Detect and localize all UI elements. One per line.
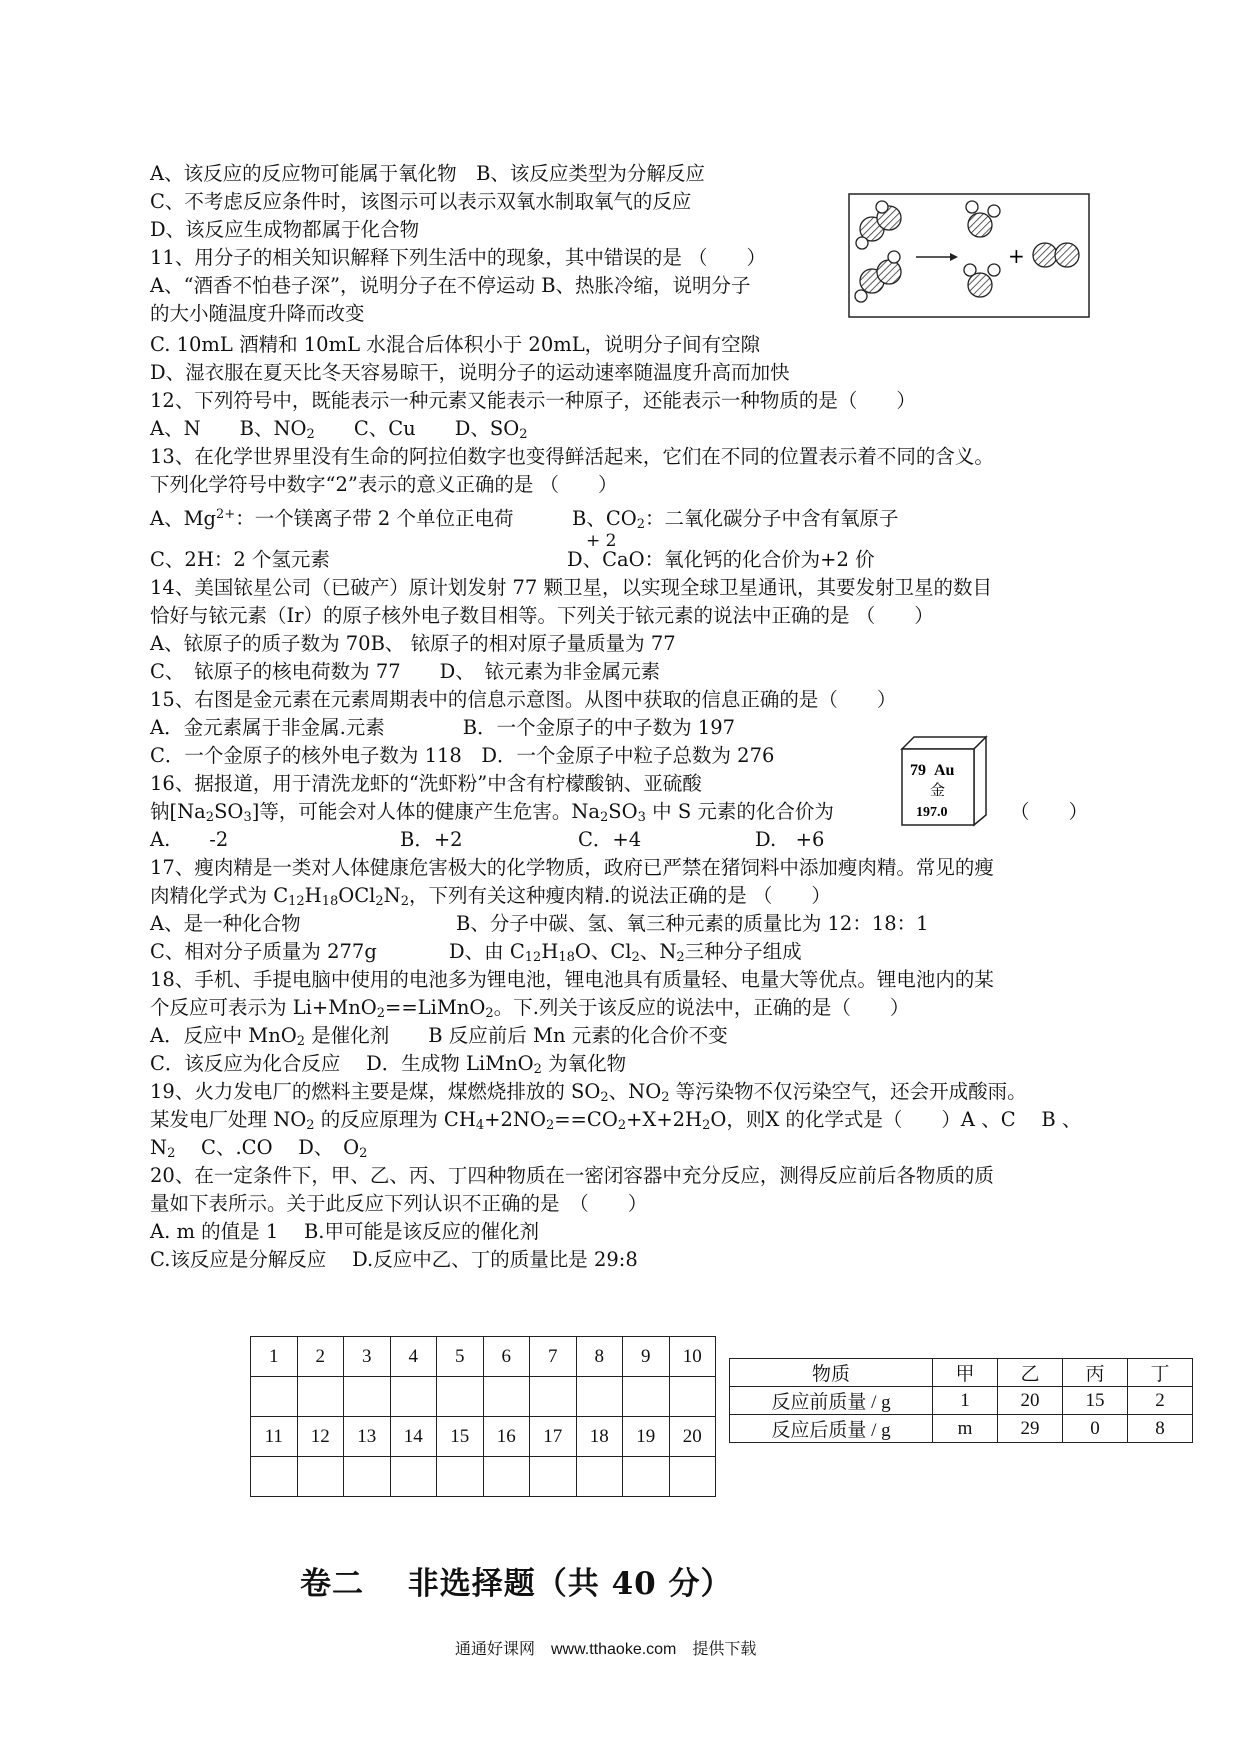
q16-stem: 16、据报道，用于清洗龙虾的“洗虾粉”中含有柠檬酸钠、亚硫酸 [150,772,702,795]
q14-stem: 14、美国铱星公司（已破产）原计划发射 77 颗卫星，以实现全球卫星通讯，其要发射卫星的数目 [150,576,993,599]
answer-grid-number: 19 [623,1417,670,1457]
q20-stem-cont: 量如下表所示。关于此反应下列认识不正确的是 （ ） [150,1192,648,1215]
q14-stem-cont: 恰好与铱元素（Ir）的原子核外电子数目相等。下列关于铱元素的说法中正确的是 （ ） [150,604,934,627]
answer-grid-number: 14 [390,1417,437,1457]
answer-grid-number: 3 [344,1337,391,1377]
q11-stem: 11、用分子的相关知识解释下列生活中的现象，其中错误的是 （ ） [150,246,767,269]
answer-grid-blank-cell [437,1457,484,1497]
answer-grid-blank-cell [483,1457,530,1497]
valence-mark: + 2 [586,531,617,551]
answer-grid-number: 9 [623,1337,670,1377]
answer-grid-number: 4 [390,1337,437,1377]
q15-option-ab: A．金元素属于非金属.元素 B．一个金原子的中子数为 197 [150,716,736,739]
q16-option-d: D. +6 [755,828,825,851]
q16-option-a: A. -2 [150,828,229,851]
q17-option-a: A、是一种化合物 [150,912,301,935]
answer-grid-blank-cell [297,1377,344,1417]
mass-table-cell: m [933,1415,998,1443]
answer-grid-blank-cell [623,1457,670,1497]
mass-table-cell: 20 [998,1387,1063,1415]
mass-table-cell: 反应前质量 / g [730,1387,933,1415]
answer-grid-number: 5 [437,1337,484,1377]
q19-stem: 19、火力发电厂的燃料主要是煤，煤燃烧排放的 $SO_2$、$NO_2$ 等污染物不仅污染空气，还会开成酸雨。 [150,1080,1027,1105]
element-card-gold [900,735,988,827]
answer-grid-blank-cell [530,1377,577,1417]
q10-option-ab: A、该反应的反应物可能属于氧化物 B、该反应类型为分解反应 [150,162,705,185]
q14-option-cd: C、 铱原子的核电荷数为 77 D、 铱元素为非金属元素 [150,660,661,683]
q16-option-c: C．+4 [578,828,642,851]
q12-options: A、N B、$NO_2$ C、Cu D、$SO_2$ [150,417,528,442]
mass-table-cell: 0 [1063,1415,1128,1443]
answer-grid-blank-cell [390,1377,437,1417]
q17-option-c: C、相对分子质量为 277g [150,940,377,963]
answer-grid-blank-row-2 [251,1457,716,1497]
answer-grid-number: 15 [437,1417,484,1457]
answer-grid-blank-cell [437,1377,484,1417]
answer-grid-header-row-1 [251,1337,716,1377]
q20-option-cd: C.该反应是分解反应 D.反应中乙、丁的质量比是 29:8 [150,1248,638,1271]
answer-grid-number: 7 [530,1337,577,1377]
q17-option-d: D、由 $C_{12}H_{18}O$、$Cl_2$、$N_2$三种分子组成 [449,940,802,965]
plus-sign: + [1008,244,1025,268]
answer-grid-number: 6 [483,1337,530,1377]
mass-table-cell: 15 [1063,1387,1128,1415]
element-symbol: Au [934,762,955,779]
q15-stem: 15、右图是金元素在元素周期表中的信息示意图。从图中获取的信息正确的是（ ） [150,688,897,711]
answer-grid-blank-cell [576,1377,623,1417]
answer-grid-number: 12 [297,1417,344,1457]
q13-option-d: D、CaO：氧化钙的化合价为+2 价 [567,548,875,571]
q11-option-c: C. 10mL 酒精和 10mL 水混合后体积小于 20mL，说明分子间有空隙 [150,333,761,356]
answer-grid-number: 1 [251,1337,298,1377]
mass-table-cell: 2 [1128,1387,1193,1415]
answer-grid-number: 18 [576,1417,623,1457]
mass-table-cell: 29 [998,1415,1063,1443]
q10-option-c: C、不考虑反应条件时，该图示可以表示双氧水制取氧气的反应 [150,190,692,213]
mass-table-header-cell: 乙 [998,1359,1063,1387]
answer-grid-blank-cell [344,1377,391,1417]
q13-stem: 13、在化学世界里没有生命的阿拉伯数字也变得鲜活起来，它们在不同的位置表示着不同的含义。 [150,445,994,468]
mass-table-row [730,1387,1193,1415]
q13-option-c: C、2H：2 个氢元素 [150,548,330,571]
mass-table-header-cell: 物质 [730,1359,933,1387]
answer-grid-number: 2 [297,1337,344,1377]
answer-grid-number: 16 [483,1417,530,1457]
answer-grid-header-row-2 [251,1417,716,1457]
answer-grid-blank-cell [623,1377,670,1417]
answer-grid-blank-cell [576,1457,623,1497]
q17-stem: 17、瘦肉精是一类对人体健康危害极大的化学物质，政府已严禁在猪饲料中添加瘦肉精。常见的瘦 [150,856,994,879]
reaction-diagram [848,193,1090,318]
answer-grid-blank-row-1 [251,1377,716,1417]
q17-option-b: B、分子中碳、氢、氧三种元素的质量比为 12：18：1 [456,912,929,935]
q16-option-b: B．+2 [400,828,463,851]
answer-grid-blank-cell [483,1377,530,1417]
mass-table-row [730,1415,1193,1443]
section-title: 卷二 非选择题（共 40 分） [300,1566,733,1602]
q18-option-ab: A．反应中 MnO$_2$ 是催化剂 B 反应前后 Mn 元素的化合价不变 [150,1024,728,1049]
answer-grid-blank-cell [297,1457,344,1497]
answer-grid-number: 13 [344,1417,391,1457]
answer-grid-number: 10 [669,1337,716,1377]
q19-stem-cont: 某发电厂处理 $NO_2$ 的反应原理为 $CH_4+2NO_2==CO_2+X+2H_2O$，则X 的化学式是（ ）A 、C B 、 [150,1108,1082,1133]
mass-table-header-cell: 甲 [933,1359,998,1387]
element-mass: 197.0 [916,805,948,820]
q11-option-d: D、湿衣服在夏天比冬天容易晾干，说明分子的运动速率随温度升高而加快 [150,361,790,384]
answer-grid-blank-cell [390,1457,437,1497]
answer-grid-blank-cell [669,1457,716,1497]
q13-stem-cont: 下列化学符号中数字“2”表示的意义正确的是 （ ） [150,473,618,496]
q18-stem: 18、手机、手提电脑中使用的电池多为锂电池，锂电池具有质量轻、电量大等优点。锂电池内的某 [150,968,994,991]
q11-option-ab: A、“酒香不怕巷子深”，说明分子在不停运动 B、热胀冷缩，说明分子 [150,274,751,297]
q12-stem: 12、下列符号中，既能表示一种元素又能表示一种原子，还能表示一种物质的是（ ） [150,389,916,412]
q20-option-ab: A. m 的值是 1 B.甲可能是该反应的催化剂 [150,1220,540,1243]
page-footer: 通通好课网 www.tthaoke.com 提供下载 [455,1641,757,1658]
q14-option-ab: A、铱原子的质子数为 70B、 铱原子的相对原子量质量为 77 [150,632,676,655]
answer-grid-blank-cell [251,1457,298,1497]
q13-option-ab: A、$Mg^{2+}$：一个镁离子带 2 个单位正电荷 B、$CO_2$：二氧化碳分子中含有氧原子 [150,507,899,532]
mass-table-cell: 8 [1128,1415,1193,1443]
q16-stem-cont: 钠$[Na_2SO_3]$等，可能会对人体的健康产生危害。$Na_2SO_3$ 中 S 元素的化合价为 [150,800,834,825]
q17-stem-cont: 肉精化学式为 $C_{12}H_{18}OCl_2N_2$，下列有关这种瘦肉精.的说法正确的是 （ ） [150,884,831,909]
answer-grid-blank-cell [669,1377,716,1417]
answer-grid-blank-cell [251,1377,298,1417]
answer-grid-blank-cell [344,1457,391,1497]
mass-table-cell: 反应后质量 / g [730,1415,933,1443]
element-number: 79 [910,762,926,779]
q18-option-cd: C．该反应为化合反应 D．生成物 LiMnO$_2$ 为氧化物 [150,1052,627,1077]
mass-table-header [730,1359,1193,1387]
q18-stem-cont: 个反应可表示为 Li+MnO$_2$==LiMnO$_2$。下.列关于该反应的说法中，正确的是（ ） [150,996,910,1021]
answer-grid-number: 11 [251,1417,298,1457]
answer-grid [250,1336,716,1497]
answer-grid-number: 20 [669,1417,716,1457]
answer-grid-number: 8 [576,1337,623,1377]
answer-grid-number: 17 [530,1417,577,1457]
q20-stem: 20、在一定条件下，甲、乙、丙、丁四种物质在一密闭容器中充分反应，测得反应前后各物质的质 [150,1164,994,1187]
q15-option-cd: C．一个金原子的核外电子数为 118 D．一个金原子中粒子总数为 276 [150,744,775,767]
q10-option-d: D、该反应生成物都属于化合物 [150,218,420,241]
answer-grid-blank-cell [530,1457,577,1497]
element-name: 金 [930,781,946,799]
mass-table-cell: 1 [933,1387,998,1415]
q11-option-b-cont: 的大小随温度升降而改变 [150,302,365,325]
mass-table-header-cell: 丙 [1063,1359,1128,1387]
q16-answer-blank: （ ） [1010,800,1089,823]
mass-table-header-cell: 丁 [1128,1359,1193,1387]
q19-options: $N_2$ C、.CO D、 $O_2$ [150,1136,368,1161]
mass-table [729,1358,1193,1443]
